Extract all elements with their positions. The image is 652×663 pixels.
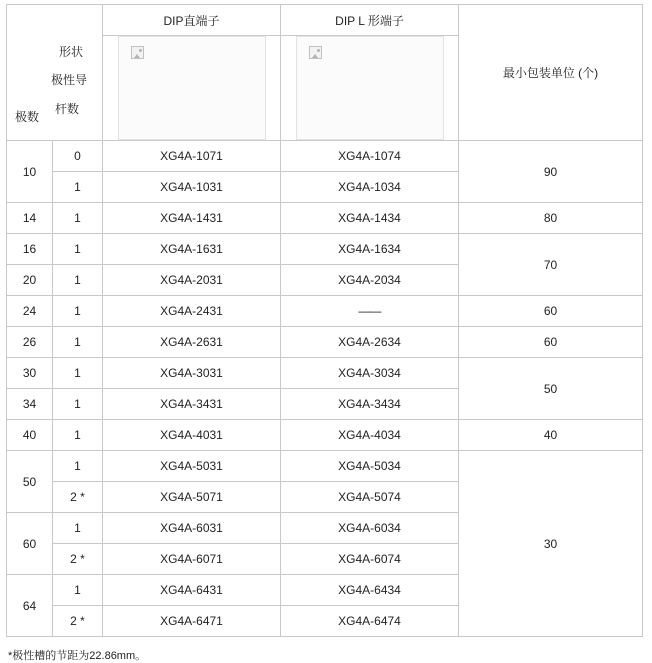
cell-dip-straight-part: XG4A-6071 [103, 544, 281, 575]
cell-dip-l-part: XG4A-5074 [281, 482, 459, 513]
cell-dip-l-part: XG4A-2634 [281, 327, 459, 358]
table-row [7, 141, 643, 172]
cell-poles: 16 [7, 234, 53, 265]
cell-packing-unit: 60 [459, 327, 643, 358]
cell-rods: 1 [53, 234, 103, 265]
cell-dip-l-part: —— [281, 296, 459, 327]
cell-dip-l-part: XG4A-3034 [281, 358, 459, 389]
cell-dip-l-part: XG4A-3434 [281, 389, 459, 420]
cell-dip-straight-part: XG4A-1631 [103, 234, 281, 265]
cell-rods: 1 [53, 575, 103, 606]
cell-poles: 26 [7, 327, 53, 358]
cell-dip-l-part: XG4A-6034 [281, 513, 459, 544]
header-label-rods: 杆数 [55, 102, 80, 116]
cell-dip-l-part: XG4A-5034 [281, 451, 459, 482]
cell-dip-straight-part: XG4A-2031 [103, 265, 281, 296]
cell-dip-straight-part: XG4A-2631 [103, 327, 281, 358]
header-col-dip-straight: DIP直端子 [103, 5, 281, 36]
cell-rods: 1 [53, 420, 103, 451]
header-label-poles: 极数 [15, 110, 40, 124]
table-row [7, 234, 643, 265]
header-image-dip-l [281, 36, 459, 141]
table-body [7, 141, 643, 637]
cell-dip-straight-part: XG4A-6031 [103, 513, 281, 544]
cell-packing-unit: 80 [459, 203, 643, 234]
cell-dip-l-part: XG4A-4034 [281, 420, 459, 451]
cell-packing-unit: 50 [459, 358, 643, 420]
cell-poles: 10 [7, 141, 53, 203]
cell-packing-unit: 30 [459, 451, 643, 637]
cell-rods: 1 [53, 265, 103, 296]
cell-dip-l-part: XG4A-1034 [281, 172, 459, 203]
cell-dip-l-part: XG4A-1074 [281, 141, 459, 172]
cell-poles: 64 [7, 575, 53, 637]
cell-rods: 2 * [53, 606, 103, 637]
header-label-shape: 形状 [59, 45, 84, 59]
cell-poles: 24 [7, 296, 53, 327]
header-label-polarity: 极性导 [51, 73, 88, 87]
cell-packing-unit: 40 [459, 420, 643, 451]
cell-packing-unit: 90 [459, 141, 643, 203]
cell-dip-straight-part: XG4A-2431 [103, 296, 281, 327]
header-col-dip-l: DIP L 形端子 [281, 5, 459, 36]
cell-rods: 1 [53, 389, 103, 420]
cell-dip-l-part: XG4A-6474 [281, 606, 459, 637]
cell-packing-unit: 60 [459, 296, 643, 327]
cell-dip-straight-part: XG4A-5071 [103, 482, 281, 513]
cell-rods: 1 [53, 513, 103, 544]
cell-poles: 30 [7, 358, 53, 389]
cell-poles: 14 [7, 203, 53, 234]
cell-rods: 2 * [53, 482, 103, 513]
cell-dip-l-part: XG4A-6434 [281, 575, 459, 606]
cell-poles: 50 [7, 451, 53, 513]
cell-dip-l-part: XG4A-6074 [281, 544, 459, 575]
cell-dip-straight-part: XG4A-3431 [103, 389, 281, 420]
cell-dip-l-part: XG4A-2034 [281, 265, 459, 296]
cell-rods: 1 [53, 358, 103, 389]
cell-dip-straight-part: XG4A-4031 [103, 420, 281, 451]
table-row [7, 203, 643, 234]
table-row [7, 420, 643, 451]
spec-table-container [6, 4, 642, 663]
header-corner-cell [7, 5, 103, 141]
header-image-dip-straight [103, 36, 281, 141]
broken-image-icon [309, 46, 322, 59]
cell-rods: 1 [53, 451, 103, 482]
cell-dip-straight-part: XG4A-1431 [103, 203, 281, 234]
cell-dip-l-part: XG4A-1634 [281, 234, 459, 265]
cell-dip-straight-part: XG4A-5031 [103, 451, 281, 482]
cell-rods: 2 * [53, 544, 103, 575]
cell-rods: 1 [53, 296, 103, 327]
cell-dip-straight-part: XG4A-3031 [103, 358, 281, 389]
product-spec-table [6, 4, 643, 637]
table-row [7, 358, 643, 389]
cell-dip-straight-part: XG4A-6431 [103, 575, 281, 606]
broken-image-icon [131, 46, 144, 59]
broken-image-placeholder-dip-straight [118, 36, 266, 140]
cell-rods: 1 [53, 327, 103, 358]
cell-rods: 1 [53, 172, 103, 203]
table-row [7, 327, 643, 358]
table-footnote: *极性槽的节距为22.86mm。 [8, 650, 147, 662]
table-row [7, 296, 643, 327]
cell-dip-straight-part: XG4A-1031 [103, 172, 281, 203]
cell-rods: 0 [53, 141, 103, 172]
cell-packing-unit: 70 [459, 234, 643, 296]
broken-image-placeholder-dip-l [296, 36, 444, 140]
cell-poles: 40 [7, 420, 53, 451]
cell-poles: 60 [7, 513, 53, 575]
cell-rods: 1 [53, 203, 103, 234]
table-row [7, 451, 643, 482]
cell-poles: 20 [7, 265, 53, 296]
cell-dip-straight-part: XG4A-1071 [103, 141, 281, 172]
cell-dip-straight-part: XG4A-6471 [103, 606, 281, 637]
cell-dip-l-part: XG4A-1434 [281, 203, 459, 234]
cell-poles: 34 [7, 389, 53, 420]
table-head [7, 5, 643, 141]
header-col-packing: 最小包装单位 (个) [459, 5, 643, 141]
